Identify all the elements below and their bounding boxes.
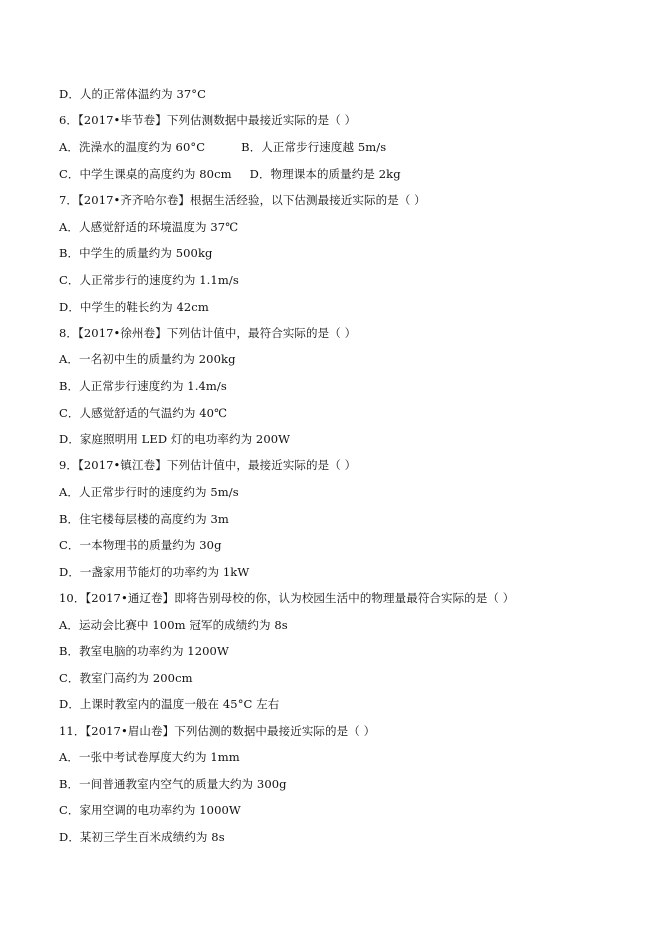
option-c-q10: C．教室门高约为 200cm xyxy=(59,671,193,685)
option-d-q8: D．家庭照明用 LED 灯的电功率约为 200W xyxy=(59,432,291,446)
option-d-q10: D．上课时教室内的温度一般在 45°C 左右 xyxy=(59,697,280,711)
option-b-q6: B．人正常步行速度越 5m/s xyxy=(241,140,387,154)
option-b-q11: B．一间普通教室内空气的质量大约为 300g xyxy=(59,777,287,791)
option-a-q7: A．人感觉舒适的环境温度为 37℃ xyxy=(59,220,239,234)
option-a-q8: A．一名初中生的质量约为 200kg xyxy=(59,352,236,366)
question-7: 7．【2017•齐齐哈尔卷】根据生活经验，以下估测最接近实际的是（ ） xyxy=(59,193,426,207)
option-a-q9: A．人正常步行时的速度约为 5m/s xyxy=(59,485,239,499)
option-d-q11: D．某初三学生百米成绩约为 8s xyxy=(59,830,225,844)
option-c-q8: C．人感觉舒适的气温约为 40℃ xyxy=(59,406,228,420)
question-6: 6．【2017•毕节卷】下列估测数据中最接近实际的是（ ） xyxy=(59,113,357,127)
option-c-q11: C．家用空调的电功率约为 1000W xyxy=(59,803,241,817)
option-b-q9: B．住宅楼每层楼的高度约为 3m xyxy=(59,512,229,526)
option-c-q7: C．人正常步行的速度约为 1.1m/s xyxy=(59,273,239,287)
option-c-q9: C．一本物理书的质量约为 30g xyxy=(59,538,222,552)
question-8: 8．【2017•徐州卷】下列估计值中，最符合实际的是（ ） xyxy=(59,326,357,340)
option-a-q11: A．一张中考试卷厚度大约为 1mm xyxy=(59,750,240,764)
question-10: 10．【2017•通辽卷】即将告别母校的你，认为校园生活中的物理量最符合实际的是（ ） xyxy=(59,591,515,605)
option-a-q10: A．运动会比赛中 100m 冠军的成绩约为 8s xyxy=(59,618,288,632)
option-b-q10: B．教室电脑的功率约为 1200W xyxy=(59,644,229,658)
option-c-q6: C．中学生课桌的高度约为 80cm xyxy=(59,167,232,181)
question-6-options-ab xyxy=(59,139,386,155)
option-d-q6: D．物理课本的质量约是 2kg xyxy=(249,167,401,181)
question-6-options-cd xyxy=(59,166,401,182)
option-d-q5: D．人的正常体温约为 37°C xyxy=(59,87,207,101)
option-d-q7: D．中学生的鞋长约为 42cm xyxy=(59,300,209,314)
question-11: 11．【2017•眉山卷】下列估测的数据中最接近实际的是（ ） xyxy=(59,724,376,738)
option-d-q9: D．一盏家用节能灯的功率约为 1kW xyxy=(59,565,250,579)
option-a-q6: A．洗澡水的温度约为 60°C xyxy=(59,140,206,154)
option-b-q8: B．人正常步行速度约为 1.4m/s xyxy=(59,379,227,393)
option-b-q7: B．中学生的质量约为 500kg xyxy=(59,246,213,260)
question-9: 9．【2017•镇江卷】下列估计值中，最接近实际的是（ ） xyxy=(59,458,357,472)
